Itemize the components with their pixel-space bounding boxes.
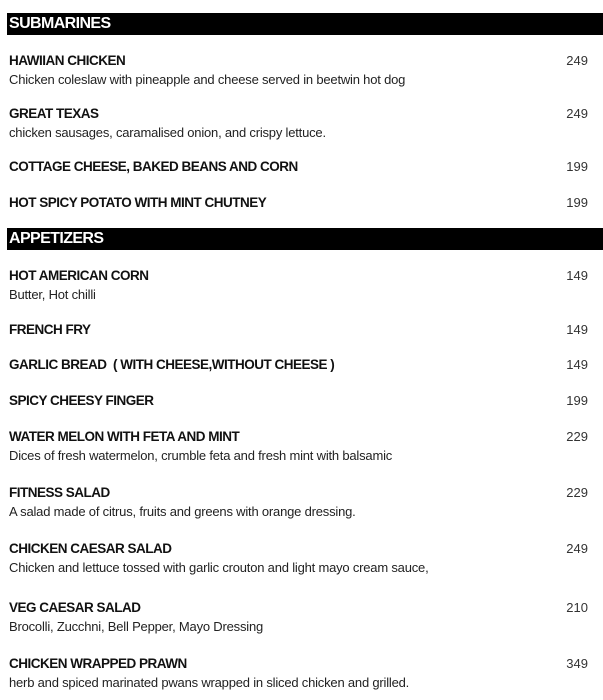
menu-item — [9, 195, 588, 211]
item-description: Dices of fresh watermelon, crumble feta and fresh mint with balsamic — [9, 448, 393, 463]
item-price: 149 — [566, 357, 588, 372]
menu-item — [9, 159, 588, 175]
menu-item — [9, 600, 588, 635]
menu-item — [9, 393, 588, 409]
item-name: GREAT TEXAS — [9, 106, 99, 121]
menu-item — [9, 53, 588, 88]
item-name: VEG CAESAR SALAD — [9, 600, 141, 615]
menu-item — [9, 357, 588, 373]
item-description: Butter, Hot chilli — [9, 287, 96, 302]
item-description: Chicken and lettuce tossed with garlic crouton and light mayo cream sauce, — [9, 560, 429, 575]
item-price: 249 — [566, 53, 588, 68]
item-name: HAWIIAN CHICKEN — [9, 53, 126, 68]
item-name: WATER MELON WITH FETA AND MINT — [9, 429, 240, 444]
item-price: 249 — [566, 106, 588, 121]
item-description: Chicken coleslaw with pineapple and cheese served in beetwin hot dog — [9, 72, 406, 87]
item-price: 199 — [566, 159, 588, 174]
menu-item — [9, 106, 588, 141]
item-name: SPICY CHEESY FINGER — [9, 393, 154, 408]
item-price: 249 — [566, 541, 588, 556]
item-name: COTTAGE CHEESE, BAKED BEANS AND CORN — [9, 159, 298, 174]
item-description: A salad made of citrus, fruits and greens with orange dressing. — [9, 504, 356, 519]
item-name: CHICKEN WRAPPED PRAWN — [9, 656, 187, 671]
menu-item — [9, 485, 588, 520]
menu-item — [9, 268, 588, 303]
item-price: 229 — [566, 429, 588, 444]
item-price: 149 — [566, 268, 588, 283]
item-price: 199 — [566, 195, 588, 210]
section-header-appetizers: APPETIZERS — [7, 228, 603, 250]
menu-item — [9, 429, 588, 464]
item-price: 199 — [566, 393, 588, 408]
item-price: 229 — [566, 485, 588, 500]
menu-item — [9, 322, 588, 338]
menu-item — [9, 541, 588, 576]
item-price: 349 — [566, 656, 588, 671]
menu-item — [9, 656, 588, 691]
item-price: 149 — [566, 322, 588, 337]
item-name: GARLIC BREAD ( WITH CHEESE,WITHOUT CHEESE ) — [9, 357, 335, 372]
item-name: HOT SPICY POTATO WITH MINT CHUTNEY — [9, 195, 267, 210]
section-header-submarines: SUBMARINES — [7, 13, 603, 35]
item-name: FRENCH FRY — [9, 322, 91, 337]
item-description: Brocolli, Zucchni, Bell Pepper, Mayo Dressing — [9, 619, 264, 634]
item-name: CHICKEN CAESAR SALAD — [9, 541, 172, 556]
item-name: FITNESS SALAD — [9, 485, 110, 500]
item-description: chicken sausages, caramalised onion, and crispy lettuce. — [9, 125, 326, 140]
item-description: herb and spiced marinated pwans wrapped in sliced chicken and grilled. — [9, 675, 410, 690]
item-name: HOT AMERICAN CORN — [9, 268, 149, 283]
item-price: 210 — [566, 600, 588, 615]
